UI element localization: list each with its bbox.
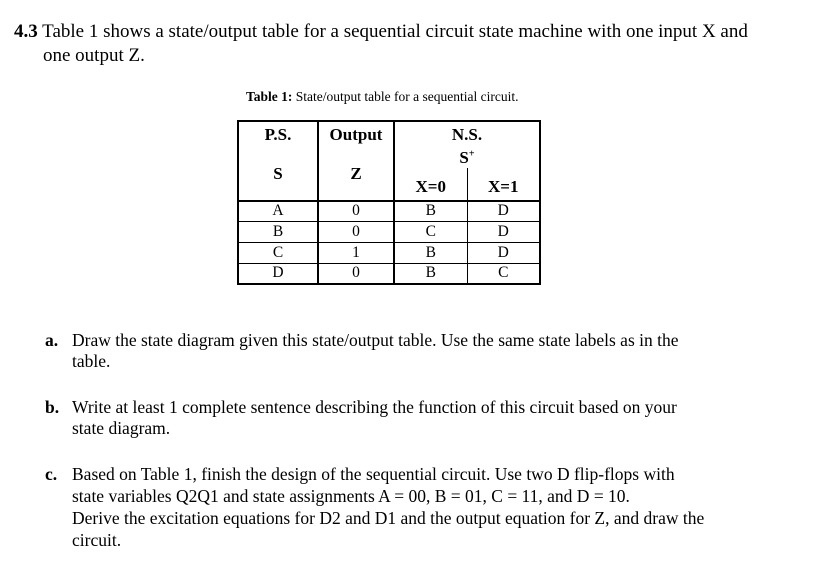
header-z: Z [318,148,394,201]
part-a [45,330,785,374]
row-2-x0: B [394,242,467,263]
row-1-s: B [238,221,318,242]
row-3-x1: C [467,263,540,284]
header-x0: X=0 [394,168,467,201]
row-3-z: 0 [318,263,394,284]
row-2-s: C [238,242,318,263]
header-output: Output [318,121,394,148]
part-a-line-1: Draw the state diagram given this state/output table. Use the same state labels as in the [72,330,679,350]
row-3-x0: B [394,263,467,284]
row-0-s: A [238,201,318,221]
question-number: 4.3 [14,21,38,42]
header-x1: X=1 [467,168,540,201]
part-c-line-2: state variables Q2Q1 and state assignments A = 00, B = 01, C = 11, and D = 10. [72,486,630,506]
table-caption-text: State/output table for a sequential circuit. [295,89,519,104]
row-1-x0: C [394,221,467,242]
part-a-label: a. [45,330,59,350]
header-splus [394,148,540,168]
part-b [45,397,785,441]
question-line-1 [14,20,748,43]
row-1-z: 0 [318,221,394,242]
table-caption [246,89,518,105]
header-ns: N.S. [394,121,540,148]
part-b-line-1: Write at least 1 complete sentence describing the function of this circuit based on your [72,397,677,417]
row-3-s: D [238,263,318,284]
question-line-2: one output Z. [43,45,145,66]
row-1-x1: D [467,221,540,242]
part-c [45,464,805,552]
header-s: S [238,148,318,201]
part-a-line-2: table. [72,351,111,371]
table-caption-label: Table 1: [246,89,293,104]
header-ps: P.S. [238,121,318,148]
part-c-line-1: Based on Table 1, finish the design of the sequential circuit. Use two D flip-flops with [72,464,675,484]
header-splus-sup: + [468,148,475,160]
part-b-label: b. [45,397,60,417]
part-c-line-4: circuit. [72,530,122,550]
row-2-z: 1 [318,242,394,263]
header-splus-s: S [459,148,469,167]
part-c-label: c. [45,464,58,484]
question-text-1: Table 1 shows a state/output table for a sequential circuit state machine with one input X and [42,21,748,42]
row-0-x0: B [394,201,467,221]
row-0-z: 0 [318,201,394,221]
part-c-line-3: Derive the excitation equations for D2 and D1 and the output equation for Z, and draw the [72,508,705,528]
state-output-table [237,120,541,285]
row-0-x1: D [467,201,540,221]
row-2-x1: D [467,242,540,263]
part-b-line-2: state diagram. [72,418,171,438]
